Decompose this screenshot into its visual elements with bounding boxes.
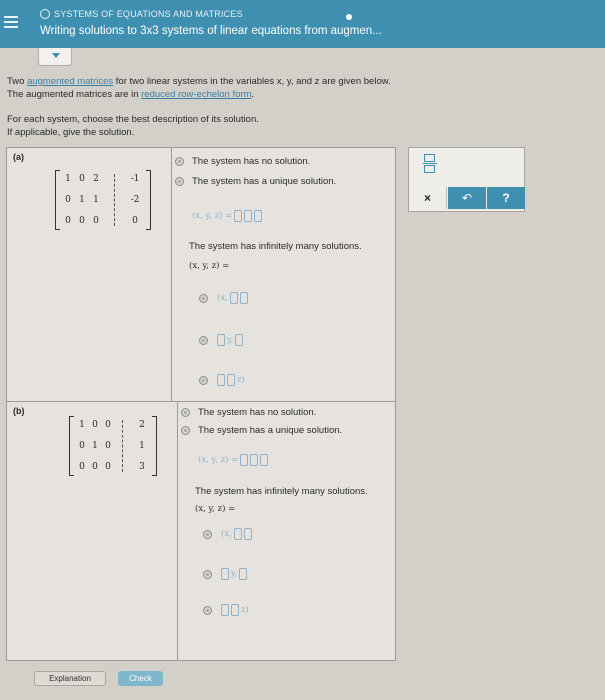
rref-link[interactable]: reduced row-echelon form: [141, 89, 252, 100]
expr-label: z): [237, 375, 245, 385]
unique-solution-input: [197, 454, 269, 466]
system-a-panel: [6, 147, 396, 405]
undo-button[interactable]: ↶: [448, 187, 486, 209]
matrix-cell: 1: [79, 420, 85, 430]
radio-button[interactable]: [181, 408, 190, 417]
option-infinite-solutions[interactable]: [189, 241, 362, 252]
x-input-box[interactable]: [234, 210, 242, 222]
radio-button[interactable]: [181, 426, 190, 435]
option-unique-solution[interactable]: [175, 176, 336, 187]
param-option-y[interactable]: [203, 568, 248, 580]
matrix-cell: 3: [139, 462, 145, 472]
augmented-matrix-b: [69, 416, 157, 476]
app-header: [0, 0, 605, 48]
y-input-box[interactable]: [244, 210, 252, 222]
option-label: The system has no solution.: [198, 407, 317, 418]
matrix-cell: 0: [92, 420, 98, 430]
matrix-cell: 0: [65, 216, 71, 226]
radio-button[interactable]: [203, 570, 212, 579]
option-label: The system has a unique solution.: [192, 176, 337, 187]
matrix-cell: 0: [65, 195, 71, 205]
chevron-down-icon: [52, 53, 60, 58]
radio-button[interactable]: [203, 606, 212, 615]
option-unique-solution[interactable]: [181, 425, 342, 436]
clear-button[interactable]: ×: [409, 187, 447, 209]
augmented-matrices-link[interactable]: augmented matrices: [27, 76, 114, 87]
input-box[interactable]: [235, 334, 243, 346]
system-label: (b): [13, 406, 25, 416]
matrix-cell: 0: [105, 420, 111, 430]
progress-circle-icon: [40, 9, 50, 19]
radio-button[interactable]: [199, 294, 208, 303]
matrix-cell: -1: [130, 174, 140, 184]
param-option-z[interactable]: [199, 374, 246, 386]
option-label: The system has infinitely many solutions.: [195, 486, 368, 497]
matrix-cell: 1: [79, 195, 85, 205]
input-box[interactable]: [221, 604, 229, 616]
instructions: [7, 113, 567, 139]
matrix-cell: 0: [93, 216, 99, 226]
augmented-matrix-a: [55, 170, 151, 230]
radio-button[interactable]: [199, 376, 208, 385]
instruction-line: If applicable, give the solution.: [7, 127, 135, 138]
y-input-box[interactable]: [250, 454, 258, 466]
matrix-cell: 0: [79, 441, 85, 451]
matrix-cell: 0: [79, 174, 85, 184]
matrix-cell: 0: [92, 462, 98, 472]
matrix-cell: 1: [139, 441, 145, 451]
option-label: The system has no solution.: [192, 156, 311, 167]
radio-button[interactable]: [175, 157, 184, 166]
param-option-z[interactable]: [203, 604, 250, 616]
matrix-cell: 0: [79, 216, 85, 226]
help-button[interactable]: ?: [487, 187, 525, 209]
input-box[interactable]: [240, 292, 248, 304]
infinite-expr-label: (x, y, z) =: [189, 261, 230, 271]
option-no-solution[interactable]: [175, 156, 310, 167]
input-box[interactable]: [230, 292, 238, 304]
matrix-cell: 0: [132, 216, 138, 226]
expr-label: (x,: [217, 293, 228, 303]
radio-button[interactable]: [175, 177, 184, 186]
matrix-cell: 1: [93, 195, 99, 205]
input-box[interactable]: [217, 374, 225, 386]
option-infinite-solutions[interactable]: [195, 486, 368, 497]
intro-text: for two linear systems in the variables x, y, and z are given below.: [113, 76, 391, 87]
infinite-expr-label: (x, y, z) =: [195, 504, 236, 514]
option-label: The system has a unique solution.: [198, 425, 343, 436]
input-box[interactable]: [227, 374, 235, 386]
matrix-cell: 2: [139, 420, 145, 430]
intro-text: .: [251, 89, 255, 100]
expr-label: (x, y, z) =: [192, 211, 233, 221]
matrix-cell: 2: [93, 174, 99, 184]
menu-icon[interactable]: [4, 16, 18, 28]
option-no-solution[interactable]: [181, 407, 316, 418]
matrix-cell: 0: [105, 441, 111, 451]
unique-solution-input: [191, 210, 263, 222]
input-box[interactable]: [217, 334, 225, 346]
expr-label: y,: [231, 569, 238, 579]
expr-label: y,: [227, 335, 234, 345]
expr-label: (x,: [221, 529, 232, 539]
matrix-cell: 1: [92, 441, 98, 451]
input-box[interactable]: [234, 528, 242, 540]
page-title: Writing solutions to 3x3 systems of linear equations from augmen...: [40, 25, 382, 37]
expr-label: z): [241, 605, 249, 615]
expr-label: (x, y, z) =: [198, 455, 239, 465]
matrix-cell: -2: [130, 195, 140, 205]
system-label: (a): [13, 152, 24, 162]
collapse-dropdown-button[interactable]: [38, 48, 72, 66]
intro-text: The augmented matrices are in: [7, 89, 142, 100]
topic-label: SYSTEMS OF EQUATIONS AND MATRICES: [54, 9, 243, 19]
system-b-panel: [6, 401, 396, 661]
intro-text: Two: [7, 76, 28, 87]
instruction-line: For each system, choose the best description of its solution.: [7, 114, 259, 125]
x-input-box[interactable]: [240, 454, 248, 466]
option-label: The system has infinitely many solutions.: [189, 241, 362, 252]
matrix-cell: 0: [105, 462, 111, 472]
explanation-button[interactable]: Explanation: [34, 671, 106, 686]
param-option-y[interactable]: [199, 334, 244, 346]
panel-divider: [177, 402, 178, 660]
matrix-cell: 1: [65, 174, 71, 184]
input-box[interactable]: [221, 568, 229, 580]
input-box[interactable]: [239, 568, 247, 580]
fraction-icon[interactable]: [423, 154, 437, 174]
problem-intro: [7, 75, 567, 101]
panel-divider: [171, 148, 172, 404]
input-box[interactable]: [244, 528, 252, 540]
param-option-x[interactable]: [199, 292, 249, 304]
z-input-box[interactable]: [260, 454, 268, 466]
radio-button[interactable]: [199, 336, 208, 345]
input-box[interactable]: [231, 604, 239, 616]
radio-button[interactable]: [203, 530, 212, 539]
param-option-x[interactable]: [203, 528, 253, 540]
math-tools-panel: [408, 147, 525, 212]
z-input-box[interactable]: [254, 210, 262, 222]
matrix-cell: 0: [79, 462, 85, 472]
check-button[interactable]: Check: [118, 671, 163, 686]
indicator-dot-icon: [346, 14, 352, 20]
